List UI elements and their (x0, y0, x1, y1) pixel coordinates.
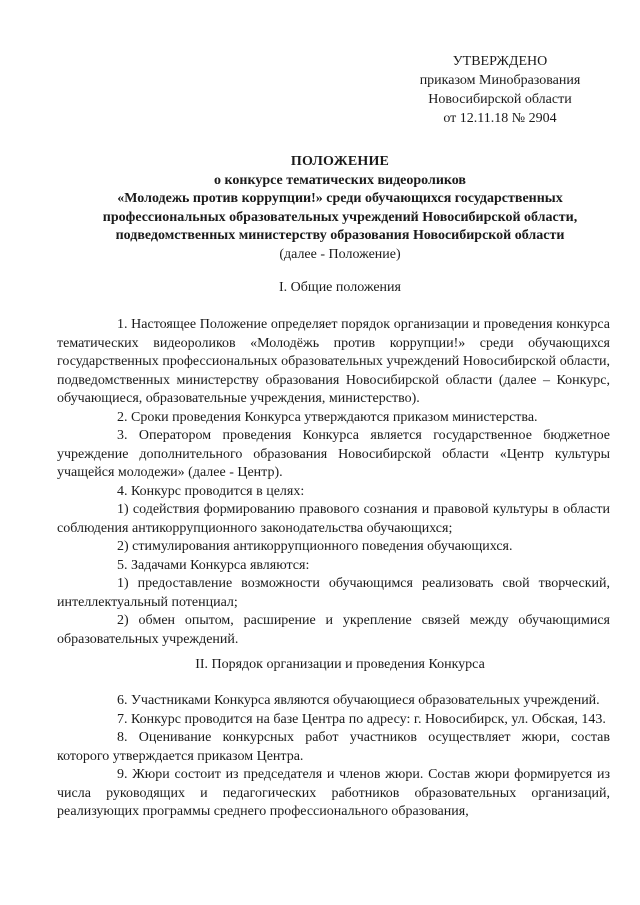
approval-line-3: Новосибирской области (428, 92, 572, 107)
paragraph: 9. Жюри состоит из председателя и членов жюри. Состав жюри формируется из числа руководящих и педагогических работников образовательных организаций, реализующих программы среднего профессионального образования, (57, 767, 610, 819)
paragraph: 6. Участниками Конкурса являются обучающиеся образовательных учреждений. (117, 693, 600, 708)
approval-line-2: приказом Минобразования (419, 73, 581, 88)
section-2-body (57, 692, 610, 822)
approval-line-4: от 12.11.18 № 2904 (443, 111, 557, 126)
paragraph: 4. Конкурс проводится в целях: (117, 483, 305, 499)
paragraph: 5. Задачами Конкурса являются: (117, 557, 310, 573)
section-heading-1: I. Общие положения (279, 280, 401, 295)
document-title (60, 153, 620, 264)
paragraph: 2) стимулирования антикоррупционного поведения обучающихся. (117, 539, 513, 554)
paragraph: 1) предоставление возможности обучающимся реализовать свой творческий, интеллектуальный потенциал; (57, 576, 610, 610)
approval-stamp (380, 52, 620, 128)
title-heading: ПОЛОЖЕНИЕ (290, 154, 390, 169)
approval-line-1: УТВЕРЖДЕНО (452, 54, 548, 69)
paragraph: 8. Оценивание конкурсных работ участников осуществляет жюри, состав которого утверждается приказом Центра. (57, 730, 610, 764)
title-line-1: о конкурсе тематических видеороликов (214, 172, 466, 188)
title-line-4: подведомственных министерству образования Новосибирской области (115, 228, 565, 243)
paragraph: 1) содействия формированию правового сознания и правовой культуры в области соблюдения антикоррупционного законодательства обучающихся; (57, 502, 610, 536)
title-line-5: (далее - Положение) (279, 246, 401, 262)
title-line-2: «Молодежь против коррупции!» среди обучающихся государственных (117, 191, 563, 206)
section-1-body (57, 316, 610, 649)
paragraph: 2. Сроки проведения Конкурса утверждаются приказом министерства. (117, 409, 538, 425)
paragraph: 1. Настоящее Положение определяет порядок организации и проведения конкурса тематических видеороликов «Молодёжь против коррупции!» среди обучающихся государственных профессиональных образовательных учреждений Новосибирской области, подведомственных министерству образования Новосибирской области (далее – Конкурс, обучающиеся, образовательные учреждения, министерство). (57, 317, 610, 406)
paragraph: 7. Конкурс проводится на базе Центра по адресу: г. Новосибирск, ул. Обская, 143. (117, 711, 606, 727)
paragraph: 2) обмен опытом, расширение и укрепление связей между обучающимися образовательных учреждений. (57, 613, 610, 647)
section-heading-2: II. Порядок организации и проведения Конкурса (195, 657, 485, 672)
paragraph: 3. Оператором проведения Конкурса является государственное бюджетное учреждение дополнительного образования Новосибирской области «Центр культуры учащейся молодежи» (далее - Центр). (57, 428, 610, 480)
title-line-3: профессиональных образовательных учреждений Новосибирской области, (102, 209, 578, 225)
